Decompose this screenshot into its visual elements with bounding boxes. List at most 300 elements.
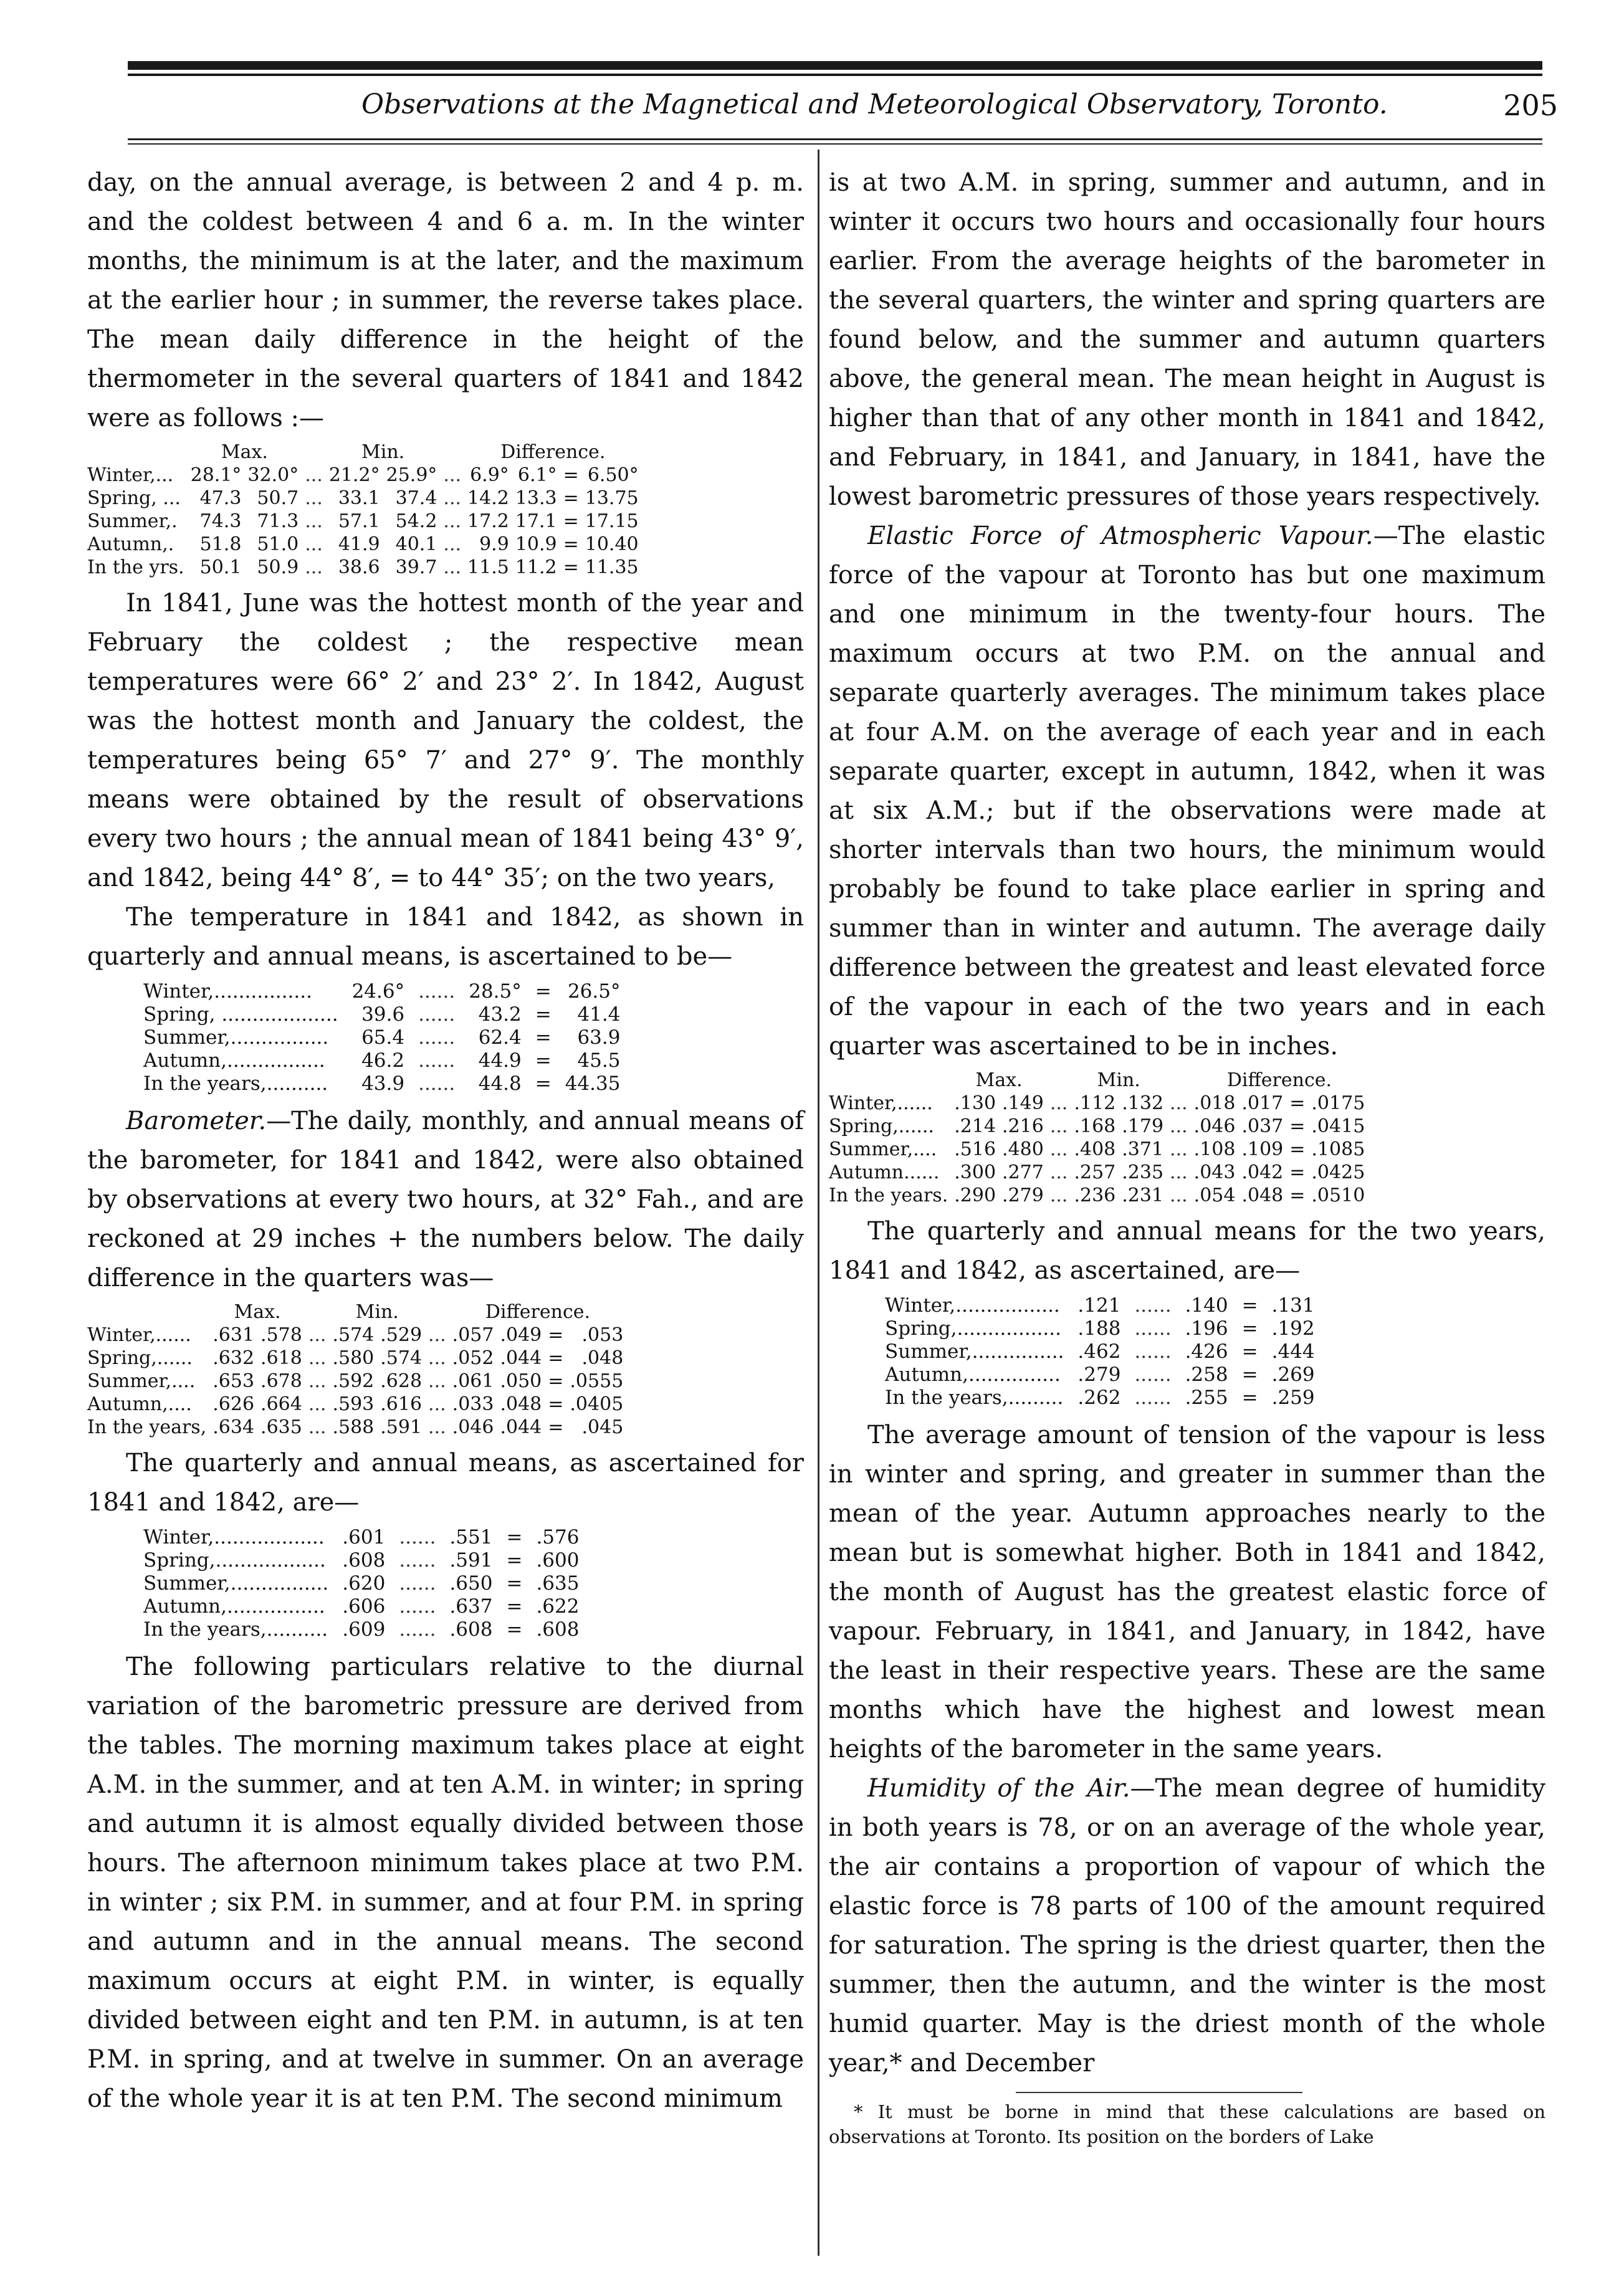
value-1841: .262 xyxy=(1077,1386,1121,1409)
row-label: In the years,.......... xyxy=(143,1072,328,1095)
table-cell: .616 xyxy=(380,1393,423,1415)
value-1841: 39.6 xyxy=(361,1003,405,1026)
table-cell: .480 xyxy=(1002,1138,1044,1160)
table-row xyxy=(829,1138,1365,1161)
table-row xyxy=(87,1416,623,1439)
row-label: Summer,................ xyxy=(143,1572,329,1595)
row-label: Spring, ................... xyxy=(143,1003,338,1026)
table-cell: .049 xyxy=(500,1324,542,1346)
equals-sign: = xyxy=(548,1416,564,1438)
paragraph-text: —The daily, monthly, and annual means of the barometer, for 1841 and 1842, were also obtained by observations at every two hours, at 32° Fah., and are reckoned at 29 inches + the numbers below. The daily difference in the quarters was— xyxy=(87,1107,804,1292)
dots: ... xyxy=(1049,1138,1068,1160)
table-cell: .130 xyxy=(954,1092,996,1114)
paragraph xyxy=(829,1769,1545,2083)
table-cell: .046 xyxy=(452,1416,494,1438)
dots: ... xyxy=(305,487,323,509)
row-label: Winter,... xyxy=(87,464,174,486)
paragraph: The average amount of tension of the vapour is less in winter and spring, and greater in summer than the mean of the year. Autumn approaches nearly to the mean but is somewhat higher. Both in 1841 and 1842, the month of August has the greatest elastic force of vapour. February, in 1841, and January, in 1842, have the least in their respective years. These are the same months which have the highest and lowest mean heights of the barometer in the same years. xyxy=(829,1421,1545,1763)
value-1842: .196 xyxy=(1185,1317,1228,1340)
mean-value: .1085 xyxy=(1311,1138,1365,1160)
mean-value: 41.4 xyxy=(577,1003,621,1026)
value-1842: .255 xyxy=(1185,1386,1228,1409)
value-1841: .462 xyxy=(1077,1340,1121,1363)
equals-sign: = xyxy=(563,487,579,509)
dots: ... xyxy=(308,1416,327,1438)
row-label: Autumn...... xyxy=(829,1162,940,1183)
footnote-rule xyxy=(1016,2092,1302,2093)
table-header-row xyxy=(829,1069,1365,1092)
table-cell: .061 xyxy=(452,1370,494,1392)
table-cell: .235 xyxy=(1122,1162,1164,1183)
dots: ... xyxy=(428,1416,446,1438)
header-spacer xyxy=(87,441,184,464)
table-row xyxy=(143,1618,579,1641)
value-1842: .650 xyxy=(449,1572,493,1595)
top-rule-thin xyxy=(128,74,1542,76)
dots: ... xyxy=(1170,1092,1188,1114)
table-cell: .678 xyxy=(260,1370,302,1392)
dots: ...... xyxy=(418,1049,456,1072)
dots: ... xyxy=(1170,1115,1188,1137)
mean-value: .635 xyxy=(536,1572,580,1595)
value-1841: 43.9 xyxy=(361,1072,405,1095)
dots: ... xyxy=(305,556,323,578)
table-cell: .168 xyxy=(1074,1115,1116,1137)
table-cell: .046 xyxy=(1193,1115,1236,1137)
table-cell: .279 xyxy=(1002,1185,1044,1206)
left-column xyxy=(87,163,804,2119)
paragraph-text: —The elastic force of the vapour at Toronto has but one maximum and one minimum in the twenty-four hours. The maximum occurs at two P.M. on the annual and separate quarterly averages. The minimum takes place at four A.M. on the average of each year and in each separate quarter, except in autumn, 1842, when it was at six A.M.; but if the observations were made at shorter intervals than two hours, the minimum would probably be found to take place earlier in spring and summer than in winter and autumn. The average daily difference between the greatest and least elevated force of the vapour in each of the two years and in each quarter was ascertained to be in inches. xyxy=(829,522,1545,1061)
table-cell: 33.1 xyxy=(338,487,380,509)
table-cell: .057 xyxy=(452,1324,494,1346)
table-cell: .050 xyxy=(500,1370,542,1392)
table-cell: 32.0° xyxy=(247,464,299,486)
value-1842: .608 xyxy=(449,1618,493,1641)
dots: ...... xyxy=(418,1026,456,1049)
table-cell: .214 xyxy=(954,1115,996,1137)
mean-value: .0510 xyxy=(1311,1185,1365,1206)
table-cell: .037 xyxy=(1241,1115,1284,1137)
row-label: Autumn,............... xyxy=(885,1363,1061,1386)
table-cell: 74.3 xyxy=(199,510,242,532)
row-label: Winter,................ xyxy=(143,980,312,1003)
row-label: In the yrs. xyxy=(87,556,184,578)
equals-sign: = xyxy=(1241,1363,1258,1386)
table-cell: .108 xyxy=(1193,1138,1236,1160)
table-cell: .048 xyxy=(1241,1185,1284,1206)
paragraph-text: —The mean degree of humidity in both years is 78, or on an average of the whole year, the air contains a proportion of vapour of which the elastic force is 78 parts of 100 of the amount required for saturation. The spring is the driest quarter, then the summer, then the autumn, and the winter is the most humid quarter. May is the driest month of the whole year,* and December xyxy=(829,1774,1545,2078)
section-heading-barometer: Barometer. xyxy=(126,1107,267,1135)
value-1841: .121 xyxy=(1077,1294,1121,1317)
header-spacer xyxy=(302,1300,327,1324)
vapour-daily-difference-table xyxy=(829,1069,1365,1207)
table-cell: .043 xyxy=(1193,1162,1236,1183)
header-spacer xyxy=(422,1300,446,1324)
column-header: Max. xyxy=(234,1301,281,1323)
table-cell: .017 xyxy=(1241,1092,1284,1114)
table-row xyxy=(829,1161,1365,1184)
mean-value: 10.40 xyxy=(585,533,639,555)
table-cell: 57.1 xyxy=(338,510,380,532)
value-1841: .601 xyxy=(342,1526,386,1548)
dots: ... xyxy=(443,556,462,578)
equals-sign: = xyxy=(1241,1294,1258,1317)
equals-sign: = xyxy=(548,1324,564,1346)
dots: ... xyxy=(305,464,323,486)
value-1841: .188 xyxy=(1077,1317,1121,1340)
mean-value: 44.35 xyxy=(565,1072,621,1095)
top-rule xyxy=(128,61,1542,70)
table-cell: .044 xyxy=(500,1416,542,1438)
equals-sign: = xyxy=(506,1549,523,1572)
table-cell: 50.7 xyxy=(257,487,299,509)
dots: ... xyxy=(428,1324,446,1346)
table-cell: 40.1 xyxy=(395,533,437,555)
table-row xyxy=(829,1115,1365,1138)
row-label: Summer,................ xyxy=(143,1026,329,1049)
table-row xyxy=(87,487,639,510)
paragraph: is at two A.M. in spring, summer and autumn, and in winter it occurs two hours and occasionally four hours earlier. From the average heights of the barometer in the several quarters, the winter and spring quarters are found below, and the summer and autumn quarters above, the general mean. The mean height in August is higher than that of any other month in 1841 and 1842, and February, in 1841, and January, in 1841, have the lowest barometric pressures of those years respectively. xyxy=(829,168,1545,511)
dots: ...... xyxy=(1134,1363,1172,1386)
table-cell: .592 xyxy=(332,1370,375,1392)
row-label: Spring, ... xyxy=(87,487,181,509)
row-label: In the years,......... xyxy=(885,1386,1064,1409)
mean-value: .259 xyxy=(1271,1386,1315,1409)
column-header: Max. xyxy=(221,441,268,463)
equals-sign: = xyxy=(535,1072,552,1095)
mean-value: .576 xyxy=(536,1526,580,1548)
table-cell: .580 xyxy=(332,1347,375,1369)
equals-sign: = xyxy=(563,556,579,578)
row-label: Summer,............... xyxy=(885,1340,1064,1363)
table-cell: .132 xyxy=(1122,1092,1164,1114)
table-cell: .290 xyxy=(954,1185,996,1206)
value-1842: 44.9 xyxy=(478,1049,522,1072)
dots: ...... xyxy=(418,980,456,1003)
equals-sign: = xyxy=(548,1393,564,1415)
table-row xyxy=(143,1072,620,1095)
value-1842: 62.4 xyxy=(478,1026,522,1049)
table-row xyxy=(143,1026,620,1049)
table-row xyxy=(87,1393,623,1416)
dots: ... xyxy=(1170,1162,1188,1183)
table-cell: .179 xyxy=(1122,1115,1164,1137)
header-spacer xyxy=(829,1069,948,1092)
column-header: Min. xyxy=(355,1301,399,1323)
table-cell: .149 xyxy=(1002,1092,1044,1114)
table-cell: .632 xyxy=(213,1347,255,1369)
row-label: Winter,...... xyxy=(87,1324,191,1346)
mean-value: .269 xyxy=(1271,1363,1315,1386)
table-cell: 41.9 xyxy=(338,533,380,555)
vapour-means-table xyxy=(885,1294,1315,1410)
header-spacer xyxy=(437,441,461,464)
value-1842: 44.8 xyxy=(478,1072,522,1095)
table-row xyxy=(885,1386,1315,1410)
table-cell: 37.4 xyxy=(395,487,437,509)
table-cell: 14.2 xyxy=(467,487,509,509)
dots: ... xyxy=(443,464,462,486)
paragraph: The quarterly and annual means for the two years, 1841 and 1842, as ascertained, are— xyxy=(829,1217,1545,1285)
table-cell: 39.7 xyxy=(395,556,437,578)
table-row xyxy=(87,1347,623,1370)
table-cell: .574 xyxy=(380,1347,423,1369)
table-cell: 54.2 xyxy=(395,510,437,532)
table-cell: 13.3 xyxy=(515,487,557,509)
paragraph: The following particulars relative to the diurnal variation of the barometric pressure are derived from the tables. The morning maximum takes place at eight A.M. in the summer, and at ten A.M. in winter; in spring and autumn it is almost equally divided between those hours. The afternoon minimum takes place at two P.M. in winter ; six P.M. in summer, and at four P.M. in spring and autumn and in the annual means. The second maximum occurs at eight P.M. in winter, is equally divided between eight and ten P.M. in autumn, is at ten P.M. in spring, and at twelve in summer. On an average of the whole year it is at ten P.M. The second minimum xyxy=(87,1653,804,2113)
table-cell: 38.6 xyxy=(338,556,380,578)
table-row xyxy=(885,1317,1315,1340)
column-divider xyxy=(818,150,819,2256)
paragraph: day, on the annual average, is between 2 and 4 p. m. and the coldest between 4 and 6 a. m. In the winter months, the minimum is at the later, and the maximum at the earlier hour ; in summer, the reverse takes place. The mean daily difference in the height of the thermometer in the several quarters of 1841 and 1842 were as follows :— xyxy=(87,168,804,432)
equals-sign: = xyxy=(563,510,579,532)
table-cell: .588 xyxy=(332,1416,375,1438)
value-1842: .637 xyxy=(449,1595,493,1618)
table-cell: .018 xyxy=(1193,1092,1236,1114)
running-head xyxy=(361,88,1558,132)
dots: ...... xyxy=(1134,1317,1172,1340)
table-cell: .371 xyxy=(1122,1138,1164,1160)
value-1842: .426 xyxy=(1185,1340,1228,1363)
table-cell: 17.1 xyxy=(515,510,557,532)
equals-sign: = xyxy=(563,464,579,486)
table-cell: .112 xyxy=(1074,1092,1116,1114)
table-cell: 6.1° xyxy=(517,464,557,486)
table-cell: .529 xyxy=(380,1324,423,1346)
mean-value: .048 xyxy=(581,1347,624,1369)
table-cell: .618 xyxy=(260,1347,302,1369)
dots: ...... xyxy=(1134,1294,1172,1317)
equals-sign: = xyxy=(1241,1340,1258,1363)
mean-value: .0415 xyxy=(1311,1115,1365,1137)
dots: ... xyxy=(308,1347,327,1369)
table-cell: 11.5 xyxy=(467,556,509,578)
value-1841: 46.2 xyxy=(361,1049,405,1072)
paragraph: The temperature in 1841 and 1842, as shown in quarterly and annual means, is ascertained to be— xyxy=(87,903,804,971)
header-spacer xyxy=(87,1300,206,1324)
value-1842: .551 xyxy=(449,1526,493,1548)
paragraph: In 1841, June was the hottest month of the year and February the coldest ; the respective mean temperatures were 66° 2′ and 23° 2′. In 1842, August was the hottest month and January the coldest, the temperatures being 65° 7′ and 27° 9′. The monthly means were obtained by the result of observations every two hours ; the annual mean of 1841 being 43° 9′, and 1842, being 44° 8′, = to 44° 35′; on the two years, xyxy=(87,589,804,892)
table-cell: .236 xyxy=(1074,1185,1116,1206)
equals-sign: = xyxy=(535,1049,552,1072)
equals-sign: = xyxy=(1241,1386,1258,1409)
paragraph: The quarterly and annual means, as ascertained for 1841 and 1842, are— xyxy=(87,1449,804,1517)
table-cell: 50.1 xyxy=(199,556,242,578)
mean-value: 11.35 xyxy=(585,556,639,578)
mean-value: 26.5° xyxy=(567,980,621,1003)
dots: ... xyxy=(1049,1092,1068,1114)
dots: ... xyxy=(1049,1115,1068,1137)
table-cell: .052 xyxy=(452,1347,494,1369)
table-cell: 21.2° xyxy=(328,464,380,486)
row-label: Spring,...... xyxy=(829,1115,934,1137)
value-1841: 24.6° xyxy=(351,980,405,1003)
dots: ... xyxy=(443,533,462,555)
row-label: In the years,.......... xyxy=(143,1618,328,1641)
mean-value: 63.9 xyxy=(577,1026,621,1049)
row-label: Winter,...... xyxy=(829,1092,933,1114)
equals-sign: = xyxy=(563,533,579,555)
footnote: * It must be borne in mind that these calculations are based on observations at Toronto. Its position on the borders of Lake xyxy=(829,2101,1545,2147)
column-header: Min. xyxy=(1097,1069,1140,1091)
dots: ...... xyxy=(399,1618,436,1641)
table-cell: 51.0 xyxy=(257,533,299,555)
dots: ... xyxy=(1049,1162,1068,1183)
table-cell: .033 xyxy=(452,1393,494,1415)
paragraph xyxy=(829,517,1545,1066)
row-label: Autumn,.... xyxy=(87,1393,192,1415)
mean-value: .600 xyxy=(536,1549,580,1572)
mean-value: .045 xyxy=(581,1416,624,1438)
table-row xyxy=(143,1549,579,1572)
table-cell: .631 xyxy=(213,1324,255,1346)
row-label: Autumn,................ xyxy=(143,1049,325,1072)
table-cell: .109 xyxy=(1241,1138,1284,1160)
dots: ... xyxy=(1170,1185,1188,1206)
table-cell: 17.2 xyxy=(467,510,509,532)
paragraph xyxy=(87,1102,804,1298)
mean-value: .0405 xyxy=(570,1393,624,1415)
equals-sign: = xyxy=(535,980,552,1003)
table-cell: .257 xyxy=(1074,1162,1116,1183)
dots: ... xyxy=(443,487,462,509)
dots: ... xyxy=(308,1393,327,1415)
value-1842: 28.5° xyxy=(469,980,522,1003)
mean-value: .0555 xyxy=(570,1370,624,1392)
mean-value: 13.75 xyxy=(585,487,639,509)
dots: ... xyxy=(428,1370,446,1392)
mean-value: 17.15 xyxy=(585,510,639,532)
dots: ...... xyxy=(418,1072,456,1095)
mean-value: .0425 xyxy=(1311,1162,1365,1183)
table-row xyxy=(87,464,639,487)
equals-sign: = xyxy=(506,1526,523,1548)
table-row xyxy=(829,1184,1365,1207)
value-1841: .620 xyxy=(342,1572,386,1595)
dots: ... xyxy=(308,1324,327,1346)
mean-value: 6.50° xyxy=(587,464,639,486)
row-label: Winter,................. xyxy=(885,1294,1060,1317)
table-cell: .516 xyxy=(954,1138,996,1160)
column-header: Min. xyxy=(361,441,405,463)
column-header: Difference. xyxy=(1226,1069,1332,1091)
mean-value: .444 xyxy=(1271,1340,1315,1363)
head-rule xyxy=(128,138,1542,140)
equals-sign: = xyxy=(506,1618,523,1641)
table-cell: .408 xyxy=(1074,1138,1116,1160)
table-cell: .626 xyxy=(213,1393,255,1415)
table-cell: .216 xyxy=(1002,1115,1044,1137)
table-cell: .231 xyxy=(1122,1185,1164,1206)
row-label: Summer,.... xyxy=(87,1370,196,1392)
table-cell: .664 xyxy=(260,1393,302,1415)
mean-value: .608 xyxy=(536,1618,580,1641)
header-spacer xyxy=(1163,1069,1188,1092)
table-row xyxy=(143,1049,620,1072)
value-1841: .279 xyxy=(1077,1363,1121,1386)
value-1841: .608 xyxy=(342,1549,386,1572)
dots: ... xyxy=(1049,1185,1068,1206)
dots: ... xyxy=(305,533,323,555)
table-header-row xyxy=(87,441,639,464)
value-1842: .591 xyxy=(449,1549,493,1572)
dots: ...... xyxy=(399,1572,436,1595)
equals-sign: = xyxy=(1289,1092,1306,1114)
page-number: 205 xyxy=(1503,88,1558,122)
table-row xyxy=(885,1294,1315,1317)
mean-value: .131 xyxy=(1271,1294,1315,1317)
table-row xyxy=(143,1572,579,1595)
row-label: In the years, xyxy=(87,1416,207,1438)
equals-sign: = xyxy=(506,1572,523,1595)
table-header-row xyxy=(87,1300,623,1324)
thermometer-daily-difference-table xyxy=(87,441,639,579)
dots: ...... xyxy=(1134,1386,1172,1409)
table-cell: 71.3 xyxy=(257,510,299,532)
row-label: Spring,.................. xyxy=(143,1549,326,1572)
column-header: Difference. xyxy=(485,1301,591,1323)
table-cell: .628 xyxy=(380,1370,423,1392)
table-row xyxy=(87,556,639,579)
equals-sign: = xyxy=(548,1370,564,1392)
equals-sign: = xyxy=(535,1003,552,1026)
table-row xyxy=(143,1595,579,1618)
row-label: Summer,.... xyxy=(829,1138,937,1160)
table-cell: .042 xyxy=(1241,1162,1284,1183)
dots: ...... xyxy=(399,1595,436,1618)
mean-value: .622 xyxy=(536,1595,580,1618)
row-label: Spring,...... xyxy=(87,1347,193,1369)
table-cell: .048 xyxy=(500,1393,542,1415)
dots: ...... xyxy=(399,1549,436,1572)
value-1841: .609 xyxy=(342,1618,386,1641)
table-cell: 28.1° xyxy=(190,464,242,486)
table-row xyxy=(829,1092,1365,1115)
table-cell: 6.9° xyxy=(470,464,509,486)
row-label: Summer,. xyxy=(87,510,178,532)
table-cell: 11.2 xyxy=(515,556,557,578)
row-label: Spring,................. xyxy=(885,1317,1061,1340)
dots: ...... xyxy=(1134,1340,1172,1363)
equals-sign: = xyxy=(535,1026,552,1049)
table-row xyxy=(143,980,620,1003)
value-1841: 65.4 xyxy=(361,1026,405,1049)
header-spacer xyxy=(299,441,323,464)
table-cell: .591 xyxy=(380,1416,423,1438)
table-cell: 25.9° xyxy=(386,464,437,486)
value-1842: .258 xyxy=(1185,1363,1228,1386)
table-cell: .054 xyxy=(1193,1185,1236,1206)
table-row xyxy=(87,533,639,556)
table-cell: 50.9 xyxy=(257,556,299,578)
equals-sign: = xyxy=(1289,1138,1306,1160)
table-cell: .578 xyxy=(260,1324,302,1346)
mean-value: .192 xyxy=(1271,1317,1315,1340)
dots: ... xyxy=(443,510,462,532)
right-column xyxy=(829,163,1545,2149)
table-row xyxy=(885,1340,1315,1363)
equals-sign: = xyxy=(1289,1185,1306,1206)
value-1842: .140 xyxy=(1185,1294,1228,1317)
head-rule-double xyxy=(128,143,1542,145)
table-cell: .653 xyxy=(213,1370,255,1392)
section-heading-elastic-force: Elastic Force of Atmospheric Vapour. xyxy=(867,522,1373,550)
table-row xyxy=(87,510,639,533)
equals-sign: = xyxy=(1289,1115,1306,1137)
table-row xyxy=(885,1363,1315,1386)
column-header: Difference. xyxy=(500,441,606,463)
table-row xyxy=(143,1003,620,1026)
